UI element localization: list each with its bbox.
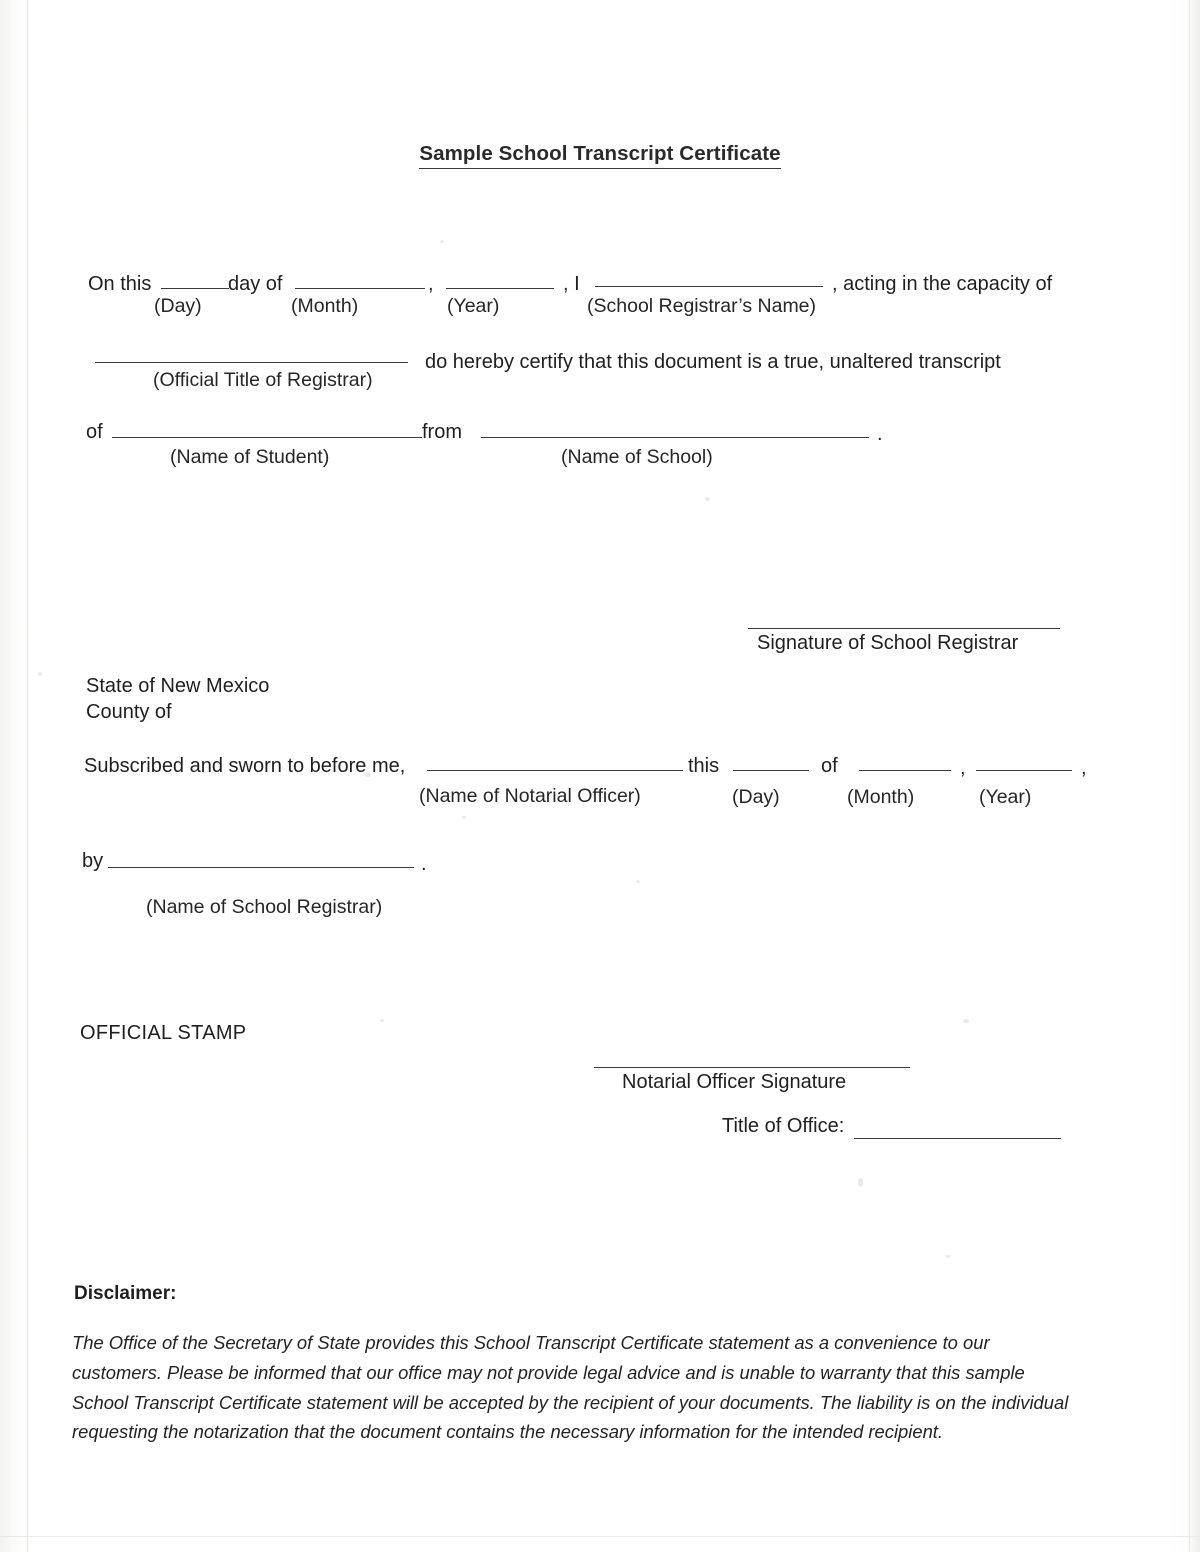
caption-name-of-school: (Name of School) <box>561 446 713 468</box>
caption-month: (Month) <box>291 295 359 317</box>
from-label: from <box>422 421 462 443</box>
comma-after-month: , <box>428 273 434 295</box>
official-stamp-label: OFFICIAL STAMP <box>80 1022 247 1044</box>
caption-school-registrar-name: (School Registrar’s Name) <box>587 295 817 317</box>
by-label: by <box>82 850 104 872</box>
jurat-this-label: this <box>688 755 720 777</box>
caption-year: (Year) <box>447 295 500 317</box>
certify-clause-label: do hereby certify that this document is a true, unaltered transcript <box>425 351 1001 373</box>
school-name-blank-line[interactable] <box>481 437 869 438</box>
school-registrar-name-blank-line[interactable] <box>108 867 414 868</box>
year-blank-line[interactable] <box>446 288 554 289</box>
caption-official-title-of-registrar: (Official Title of Registrar) <box>153 369 373 391</box>
acting-in-capacity-label: , acting in the capacity of <box>832 273 1053 295</box>
jurat-month-blank-line[interactable] <box>859 770 951 771</box>
caption-day: (Day) <box>154 295 202 317</box>
notarial-officer-name-blank-line[interactable] <box>427 770 683 771</box>
state-label: State of New Mexico <box>86 675 270 697</box>
jurat-lead-in-label: Subscribed and sworn to before me, <box>84 755 406 777</box>
month-blank-line[interactable] <box>295 288 425 289</box>
county-label: County of <box>86 701 172 723</box>
jurat-comma-1: , <box>960 757 966 779</box>
comma-i-label: , I <box>563 273 580 295</box>
jurat-day-blank-line[interactable] <box>733 770 809 771</box>
page-title-text: Sample School Transcript Certificate <box>419 142 780 169</box>
notary-signature-blank-line[interactable] <box>594 1067 910 1068</box>
caption-jurat-day: (Day) <box>732 786 780 808</box>
student-name-blank-line[interactable] <box>112 437 422 438</box>
disclaimer-body: The Office of the Secretary of State provides this School Transcript Certificate statement as a convenience to our customers. Please be informed that our office may not provide legal advice and is unable to warranty that this sample School Transcript Certificate statement will be accepted by the recipient of your documents. The liability is on the individual requesting the notarization that the document contains the necessary information for the intended recipient. <box>72 1332 1069 1443</box>
by-line-period: . <box>421 853 427 875</box>
page-title <box>0 142 1200 166</box>
day-blank-line[interactable] <box>161 288 229 289</box>
of-label: of <box>86 421 103 443</box>
notary-signature-label: Notarial Officer Signature <box>622 1071 847 1093</box>
title-of-office-blank-line[interactable] <box>854 1138 1061 1139</box>
jurat-comma-2: , <box>1081 757 1087 779</box>
end-period-line3: . <box>877 423 883 445</box>
jurat-of-label: of <box>821 755 838 777</box>
caption-name-of-notarial-officer: (Name of Notarial Officer) <box>419 785 641 807</box>
title-of-office-label: Title of Office: <box>722 1115 845 1137</box>
registrar-signature-label: Signature of School Registrar <box>757 632 1019 654</box>
caption-jurat-month: (Month) <box>847 786 915 808</box>
on-this-label: On this <box>88 273 152 295</box>
caption-jurat-year: (Year) <box>979 786 1032 808</box>
registrar-name-blank-line[interactable] <box>595 286 823 287</box>
caption-name-of-student: (Name of Student) <box>170 446 330 468</box>
disclaimer-heading: Disclaimer: <box>74 1283 177 1304</box>
registrar-signature-blank-line[interactable] <box>748 628 1060 629</box>
day-of-label: day of <box>228 273 283 295</box>
jurat-year-blank-line[interactable] <box>976 770 1072 771</box>
official-title-blank-line[interactable] <box>95 362 408 363</box>
caption-name-of-school-registrar: (Name of School Registrar) <box>146 896 383 918</box>
